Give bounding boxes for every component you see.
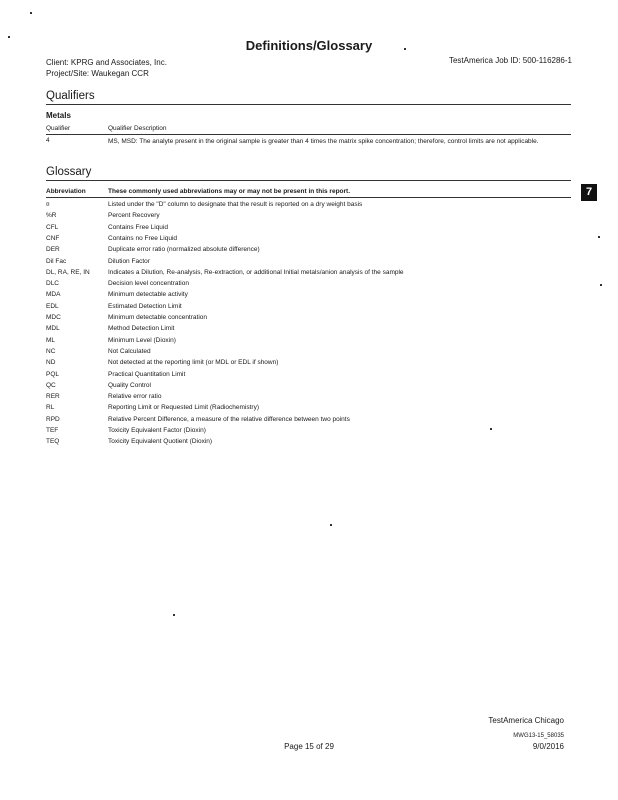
glossary-row (46, 223, 571, 234)
glossary-description: Decision level concentration (108, 280, 189, 288)
glossary-description: Not Calculated (108, 347, 151, 355)
glossary-description: Relative error ratio (108, 393, 162, 401)
glossary-abbreviation: NC (46, 347, 56, 355)
scan-speck (8, 36, 10, 38)
glossary-row (46, 290, 571, 301)
glossary-description: Duplicate error ratio (normalized absolute difference) (108, 246, 260, 254)
glossary-abbreviation: ML (46, 336, 56, 344)
glossary-row (46, 415, 571, 426)
glossary-row (46, 370, 571, 381)
glossary-description: Relative Percent Difference, a measure of the relative difference between two points (108, 415, 350, 423)
document-code: MWG13-15_58035 (513, 733, 564, 739)
job-id-label: TestAmerica Job ID: 500-116286-1 (448, 56, 572, 65)
qualifier-code: 4 (46, 137, 50, 144)
glossary-abbreviation: MDA (46, 291, 61, 299)
glossary-row (46, 347, 571, 358)
glossary-abbreviation: RPD (46, 415, 60, 423)
glossary-row (46, 336, 571, 347)
glossary-abbreviation: PQL (46, 370, 60, 378)
page-number: Page 15 of 29 (284, 742, 334, 751)
glossary-description: Percent Recovery (108, 212, 160, 220)
scan-speck (404, 48, 406, 50)
glossary-description: Estimated Detection Limit (108, 302, 182, 310)
glossary-abbreviation: MDC (46, 314, 61, 321)
glossary-row (46, 403, 571, 414)
scan-speck (330, 524, 332, 526)
glossary-description: Minimum detectable activity (108, 291, 188, 299)
glossary-abbreviation: DL, RA, RE, IN (46, 268, 90, 276)
scan-speck (173, 614, 175, 616)
glossary-row (46, 358, 571, 369)
glossary-row (46, 426, 571, 437)
glossary-row (46, 234, 571, 245)
qualifier-description: MS, MSD: The analyte present in the original sample is greater than 4 times the matrix spike concentration; therefore, control limits are not applicable. (108, 138, 539, 145)
glossary-row (46, 268, 571, 279)
glossary-divider (46, 180, 571, 181)
glossary-row (46, 302, 571, 313)
glossary-description: Method Detection Limit (108, 325, 175, 333)
glossary-abbreviation: DLC (46, 280, 60, 288)
glossary-row (46, 245, 571, 256)
glossary-abbreviation: TEF (46, 427, 59, 434)
glossary-description: Reporting Limit or Requested Limit (Radiochemistry) (108, 404, 260, 412)
glossary-description: Contains no Free Liquid (108, 234, 178, 242)
scan-speck (598, 236, 600, 238)
glossary-heading: Glossary (46, 166, 92, 178)
project-site-label: Project/Site: Waukegan CCR (46, 69, 149, 78)
glossary-description: Minimum detectable concentration (108, 314, 207, 321)
glossary-row (46, 257, 571, 268)
report-date: 9/0/2016 (532, 742, 564, 751)
glossary-abbreviation: CFL (46, 223, 59, 231)
glossary-description: Practical Quantitation Limit (108, 370, 186, 378)
qualifiers-divider (46, 104, 571, 105)
section-tab-badge: 7 (581, 184, 597, 201)
glossary-description: Listed under the "D" column to designate that the result is reported on a dry weight basis (108, 201, 363, 208)
glossary-description: Dilution Factor (108, 257, 150, 265)
glossary-abbreviation: %R (46, 212, 57, 220)
glossary-abbreviation: DER (46, 246, 60, 254)
qualifier-description-column-header: Qualifier Description (108, 125, 167, 132)
qualifier-column-header: Qualifier (46, 125, 71, 132)
glossary-abbreviation: ¤ (46, 201, 50, 208)
glossary-abbreviation: TEQ (46, 438, 60, 446)
glossary-row (46, 437, 571, 448)
glossary-description-column-header: These commonly used abbreviations may or may not be present in this report. (108, 188, 351, 195)
glossary-row (46, 211, 571, 222)
glossary-row (46, 392, 571, 403)
glossary-description: Contains Free Liquid (108, 223, 168, 231)
glossary-abbreviation: RL (46, 404, 55, 412)
glossary-description: Toxicity Equivalent Factor (Dioxin) (108, 427, 206, 434)
scan-speck (30, 12, 32, 14)
glossary-row (46, 200, 571, 211)
glossary-abbreviation: EDL (46, 302, 59, 310)
glossary-abbreviation: ND (46, 359, 56, 367)
glossary-table-header-rule (46, 197, 571, 198)
glossary-row (46, 324, 571, 335)
glossary-description: Minimum Level (Dioxin) (108, 336, 176, 344)
qualifier-table-header-rule (46, 134, 571, 135)
glossary-abbreviation: QC (46, 381, 56, 389)
qualifiers-heading: Qualifiers (46, 90, 95, 102)
glossary-row (46, 279, 571, 290)
glossary-abbreviation: MDL (46, 325, 60, 333)
scan-speck (490, 428, 492, 430)
glossary-abbreviation: RER (46, 393, 60, 401)
metals-heading: Metals (46, 111, 71, 120)
glossary-abbreviation: Dil Fac (46, 257, 67, 265)
glossary-description: Toxicity Equivalent Quotient (Dioxin) (108, 438, 213, 446)
glossary-description: Not detected at the reporting limit (or MDL or EDL if shown) (108, 359, 279, 367)
glossary-description: Indicates a Dilution, Re-analysis, Re-extraction, or additional Initial metals/anion analysis of the sample (108, 268, 404, 276)
scan-speck (600, 284, 602, 286)
client-label: Client: KPRG and Associates, Inc. (46, 58, 167, 67)
abbreviation-column-header: Abbreviation (46, 188, 86, 195)
page-title: Definitions/Glossary (245, 38, 373, 53)
glossary-row (46, 313, 571, 324)
lab-name: TestAmerica Chicago (488, 716, 564, 725)
glossary-abbreviation: CNF (46, 234, 60, 242)
glossary-description: Quality Control (108, 381, 151, 389)
glossary-row (46, 381, 571, 392)
